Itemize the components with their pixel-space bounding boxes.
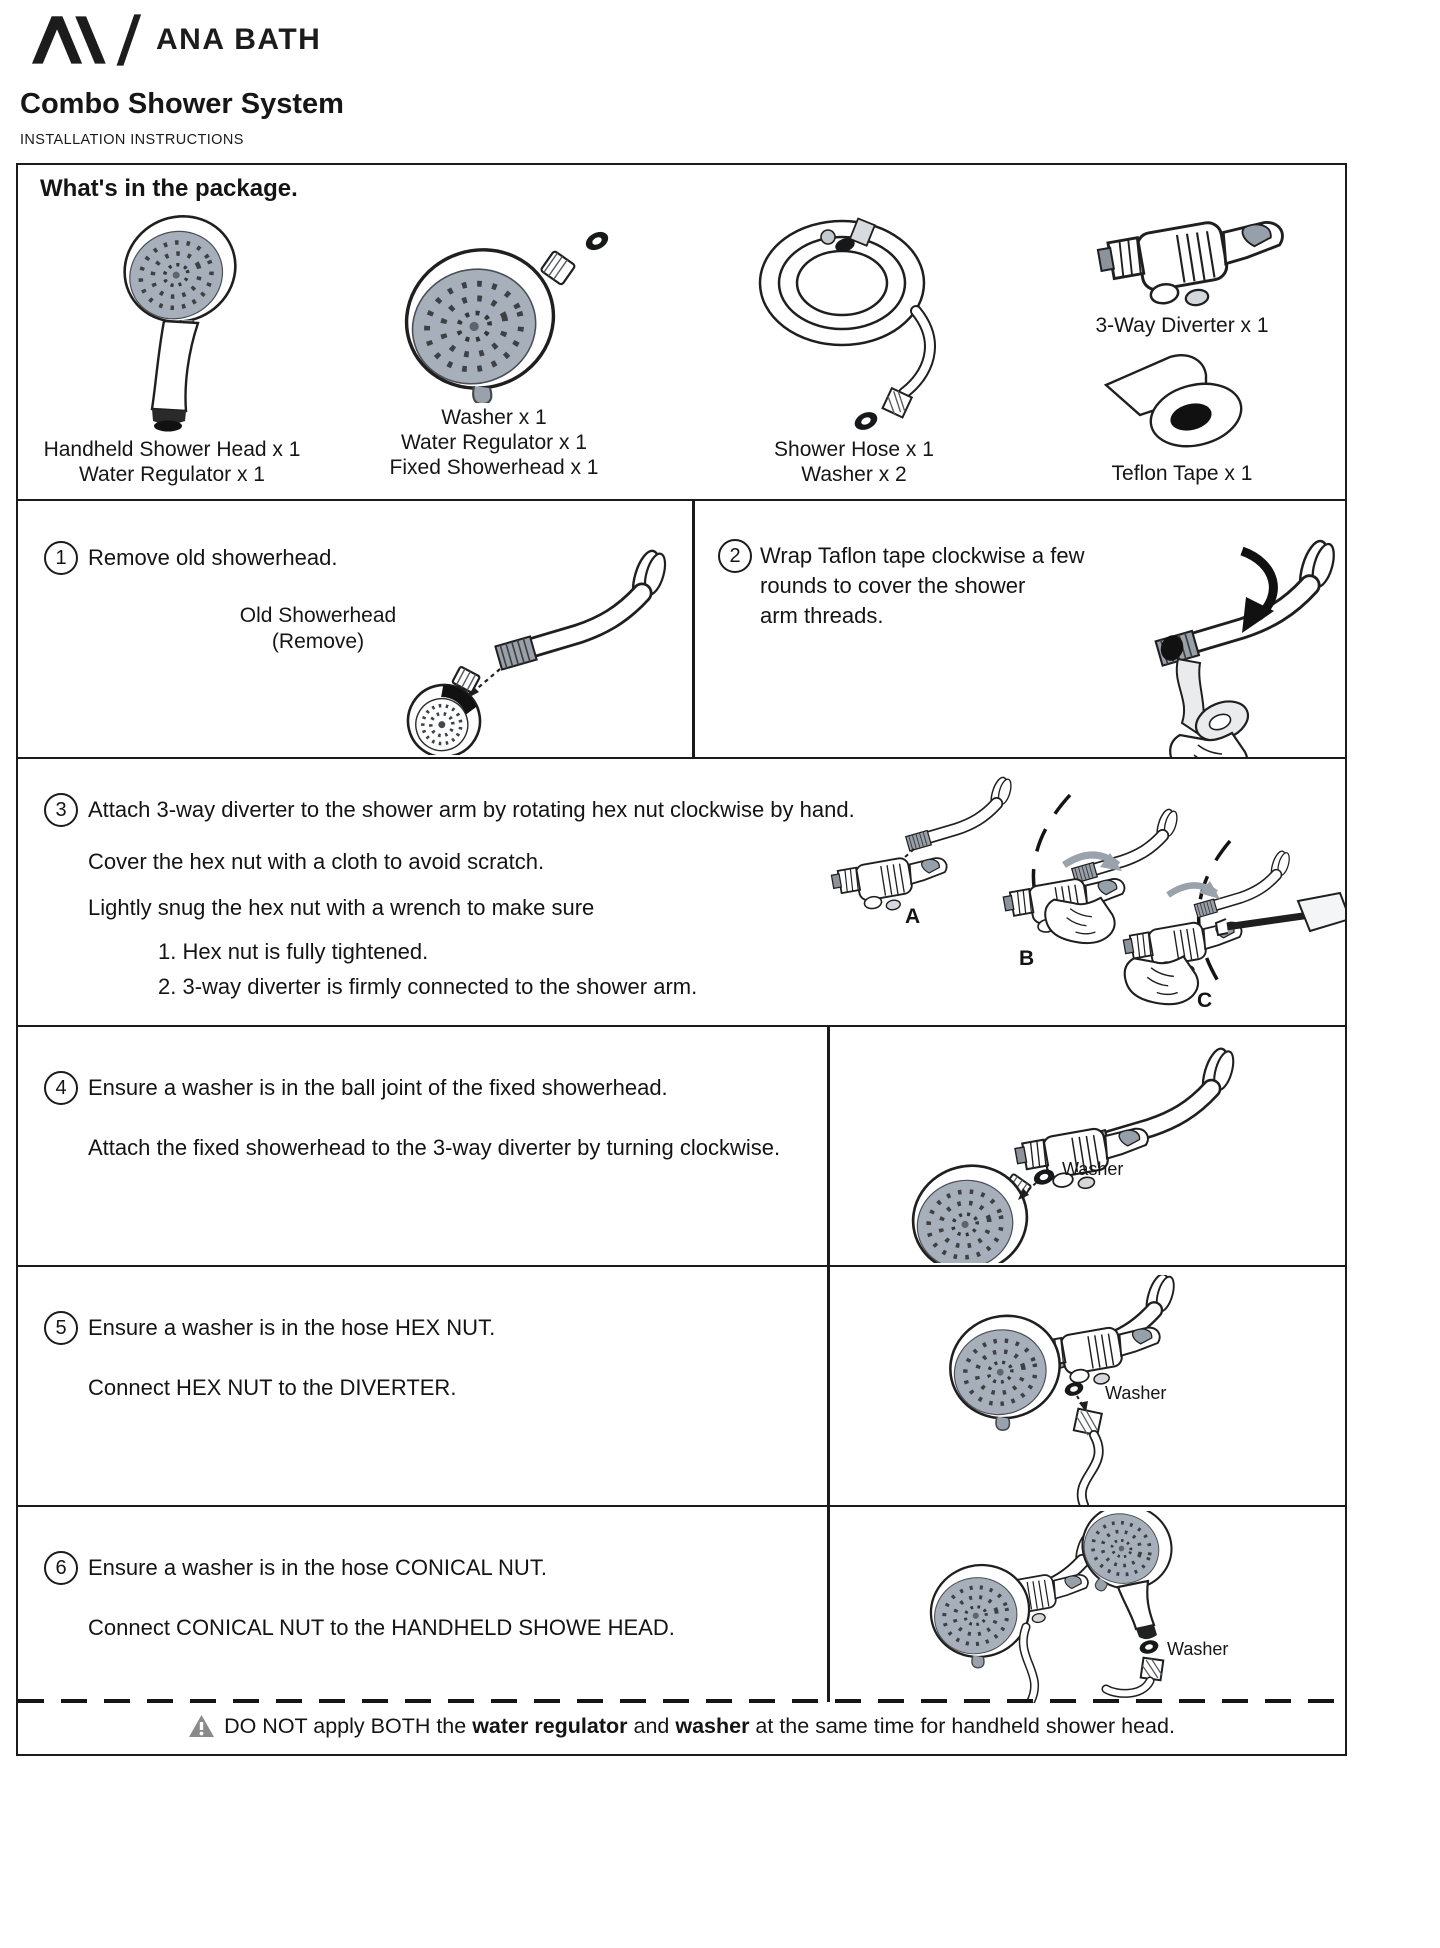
step-4-text: Ensure a washer is in the ball joint of the fixed showerhead. <box>88 1075 668 1100</box>
diagram-label-c: C <box>1197 989 1213 1012</box>
package-item-label: Washer x 1 <box>441 406 547 429</box>
step-5-illustration <box>868 1275 1338 1505</box>
step-5-text: Connect HEX NUT to the DIVERTER. <box>88 1375 457 1400</box>
dashed-divider <box>18 1699 1345 1703</box>
package-item-shower-hose <box>704 165 1004 499</box>
callout-line: Old Showerhead <box>239 604 397 627</box>
shower-hose-illustration <box>714 195 994 433</box>
diagram-label-b: B <box>1019 947 1035 970</box>
warning-segment: at the same time for handheld shower head. <box>749 1713 1175 1738</box>
brand-logo-mark-icon <box>30 14 148 66</box>
package-item-diverter-and-tape <box>1032 165 1332 499</box>
column-divider <box>827 1027 830 1265</box>
package-item-label: 3-Way Diverter x 1 <box>1095 314 1269 337</box>
washer-callout: Washer <box>1167 1639 1229 1659</box>
step-2-text: Wrap Taflon tape clockwise a few <box>760 543 1085 568</box>
step-4-text: Attach the fixed showerhead to the 3-way diverter by turning clockwise. <box>88 1135 781 1160</box>
warning-icon <box>188 1714 215 1738</box>
column-divider <box>827 1507 830 1702</box>
instruction-box <box>16 163 1347 1756</box>
step-5-number: 5 <box>44 1311 78 1345</box>
step-4 <box>18 1025 1345 1265</box>
step-1-text: Remove old showerhead. <box>88 545 338 570</box>
steps-1-2-row <box>18 499 1345 757</box>
step-3-number: 3 <box>44 793 78 827</box>
step-4-number: 4 <box>44 1071 78 1105</box>
package-item-handheld <box>22 165 322 499</box>
step-3-text: Cover the hex nut with a cloth to avoid scratch. <box>88 849 545 874</box>
step-2-text: rounds to cover the shower <box>760 573 1026 598</box>
step-3-subitem: 1. Hex nut is fully tightened. <box>158 939 429 964</box>
three-way-diverter-illustration <box>1057 189 1307 311</box>
diagram-label-a: A <box>905 905 921 928</box>
package-item-label: Fixed Showerhead x 1 <box>389 456 599 479</box>
step-3-text: Attach 3-way diverter to the shower arm by rotating hex nut clockwise by hand. <box>88 797 855 822</box>
warning-bold-term: water regulator <box>472 1713 628 1738</box>
step-5 <box>18 1265 1345 1505</box>
step-1-number: 1 <box>44 541 78 575</box>
package-item-label: Washer x 2 <box>801 463 907 486</box>
warning-segment: and <box>627 1713 676 1738</box>
step-2 <box>694 501 1345 757</box>
step-2-illustration <box>984 525 1344 757</box>
package-item-label: Water Regulator x 1 <box>79 463 265 486</box>
package-item-label: Handheld Shower Head x 1 <box>43 438 301 461</box>
package-heading: What's in the package. <box>40 175 298 202</box>
package-item-label: Teflon Tape x 1 <box>1111 462 1253 485</box>
warning-segment: DO NOT apply BOTH the <box>224 1713 473 1738</box>
washer-callout: Washer <box>1062 1159 1124 1179</box>
brand-logo <box>30 14 321 66</box>
page-title: Combo Shower System <box>20 88 344 120</box>
step-3-diagrams-illustration <box>828 769 1345 1023</box>
step-2-number: 2 <box>718 539 752 573</box>
handheld-shower-head-illustration <box>52 197 292 435</box>
teflon-tape-illustration <box>1092 349 1272 457</box>
washer-callout: Washer <box>1105 1383 1167 1403</box>
step-6-text: Connect CONICAL NUT to the HANDHELD SHOWE HEAD. <box>88 1615 675 1640</box>
step-1 <box>18 501 692 757</box>
step-1-illustration <box>348 529 683 755</box>
callout-line: (Remove) <box>271 630 365 653</box>
step-4-illustration <box>868 1037 1338 1263</box>
page-subtitle: INSTALLATION INSTRUCTIONS <box>20 132 244 148</box>
warning-bold-term: washer <box>675 1713 750 1738</box>
warning-text <box>224 1714 1175 1739</box>
step-6-number: 6 <box>44 1551 78 1585</box>
step-2-text: arm threads. <box>760 603 884 628</box>
step-5-text: Ensure a washer is in the hose HEX NUT. <box>88 1315 496 1340</box>
package-section <box>18 165 1345 499</box>
fixed-showerhead-illustration <box>354 217 634 403</box>
package-item-fixed-showerhead <box>344 165 644 499</box>
step-6-text: Ensure a washer is in the hose CONICAL NUT. <box>88 1555 547 1580</box>
step-3 <box>18 757 1345 1025</box>
step-3-text: Lightly snug the hex nut with a wrench to make sure <box>88 895 595 920</box>
package-item-label: Water Regulator x 1 <box>401 431 587 454</box>
step-3-subitem: 2. 3-way diverter is firmly connected to the shower arm. <box>158 974 698 999</box>
brand-name: ANA BATH <box>156 23 322 56</box>
package-item-label: Shower Hose x 1 <box>774 438 934 461</box>
column-divider <box>827 1267 830 1505</box>
step-6 <box>18 1505 1345 1702</box>
step-6-illustration <box>868 1511 1338 1703</box>
warning-note <box>18 1702 1345 1750</box>
